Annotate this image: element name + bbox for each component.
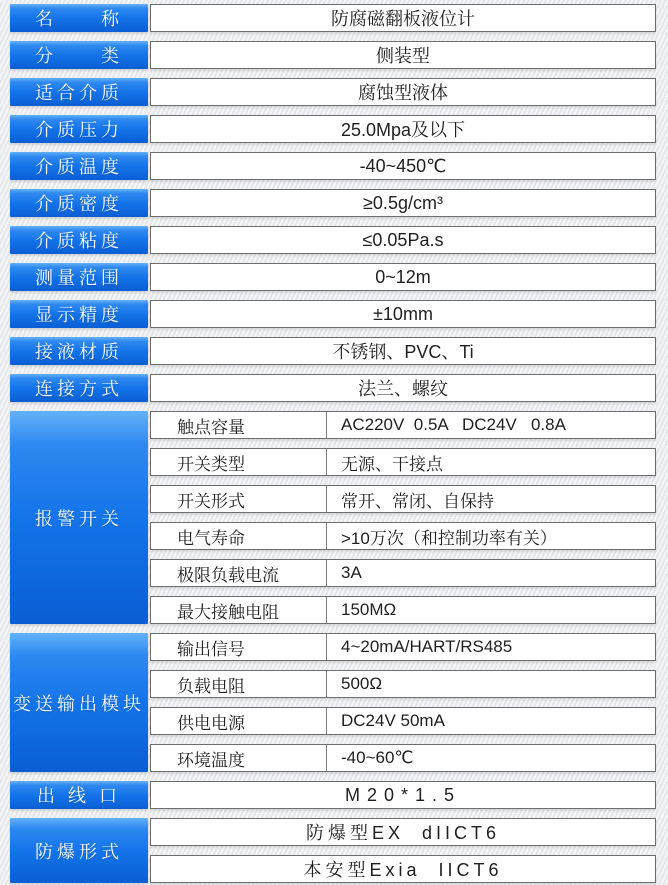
row-category	[10, 41, 656, 69]
sub-value-limit-load-current: 3A	[341, 563, 362, 582]
sub-row-limit-load-current	[150, 559, 656, 587]
sub-row-explosion-proof-ex	[150, 818, 656, 846]
row-name	[10, 4, 656, 32]
row-medium-density	[10, 189, 656, 217]
sub-value-ambient-temperature: -40~60℃	[341, 748, 414, 767]
row-label-medium-viscosity: 介质粘度	[10, 226, 148, 254]
group-rows-alarm-switch	[150, 411, 656, 624]
row-label-connection-type: 连接方式	[10, 374, 148, 402]
row-label-suitable-medium: 适合介质	[10, 78, 148, 106]
row-label-alarm-switch: 报警开关	[10, 411, 148, 624]
sub-label-switch-type: 开关类型	[151, 449, 327, 475]
row-value-name: 防腐磁翻板液位计	[150, 4, 656, 32]
row-value-suitable-medium: 腐蚀型液体	[150, 78, 656, 106]
sub-value-electrical-life: >10万次（和控制功率有关）	[341, 528, 557, 548]
row-value-connection-type: 法兰、螺纹	[150, 374, 656, 402]
sub-label-contact-capacity: 触点容量	[151, 412, 327, 438]
row-label-medium-temperature: 介质温度	[10, 152, 148, 180]
sub-label-output-signal: 输出信号	[151, 634, 327, 660]
row-medium-temperature	[10, 152, 656, 180]
sub-label-ambient-temperature: 环境温度	[151, 745, 327, 771]
row-label-explosion-proof: 防爆形式	[10, 818, 148, 883]
sub-row-electrical-life	[150, 522, 656, 550]
row-value-wetted-material: 不锈钢、PVC、Ti	[150, 337, 656, 365]
row-value-category: 侧装型	[150, 41, 656, 69]
row-value-cable-entry: M20*1.5	[150, 781, 656, 809]
row-value-medium-viscosity: ≤0.05Pa.s	[150, 226, 656, 254]
group-rows-explosion-proof	[150, 818, 656, 883]
sub-value-output-signal: 4~20mA/HART/RS485	[341, 637, 513, 656]
row-label-display-accuracy: 显示精度	[10, 300, 148, 328]
sub-row-power-supply	[150, 707, 656, 735]
sub-label-load-resistance: 负载电阻	[151, 671, 327, 697]
row-alarm-switch	[10, 411, 656, 624]
row-connection-type	[10, 374, 656, 402]
row-value-medium-density: ≥0.5g/cm³	[150, 189, 656, 217]
sub-value-explosion-proof-ex: 防爆型EX dIICT6	[305, 823, 501, 843]
row-suitable-medium	[10, 78, 656, 106]
sub-row-output-signal	[150, 633, 656, 661]
row-wetted-material	[10, 337, 656, 365]
row-label-transmitter-module: 变送输出模块	[10, 633, 148, 772]
row-value-display-accuracy: ±10mm	[150, 300, 656, 328]
row-label-medium-density: 介质密度	[10, 189, 148, 217]
sub-value-switch-type: 无源、干接点	[341, 454, 443, 474]
row-medium-pressure	[10, 115, 656, 143]
row-value-medium-pressure: 25.0Mpa及以下	[150, 115, 656, 143]
sub-row-contact-capacity	[150, 411, 656, 439]
sub-row-intrinsic-safe	[150, 855, 656, 883]
row-label-wetted-material: 接液材质	[10, 337, 148, 365]
sub-row-ambient-temperature	[150, 744, 656, 772]
sub-label-limit-load-current: 极限负载电流	[151, 560, 327, 586]
sub-value-max-contact-resistance: 150MΩ	[341, 600, 397, 619]
row-measuring-range	[10, 263, 656, 291]
row-label-category: 分 类	[10, 41, 148, 69]
sub-row-max-contact-resistance	[150, 596, 656, 624]
sub-value-intrinsic-safe: 本安型Exia IICT6	[303, 860, 503, 880]
row-transmitter-module	[10, 633, 656, 772]
row-display-accuracy	[10, 300, 656, 328]
sub-row-load-resistance	[150, 670, 656, 698]
sub-row-switch-form	[150, 485, 656, 513]
sub-label-power-supply: 供电电源	[151, 708, 327, 734]
row-label-name: 名 称	[10, 4, 148, 32]
sub-value-contact-capacity: AC220V 0.5A DC24V 0.8A	[341, 415, 566, 434]
row-label-measuring-range: 测量范围	[10, 263, 148, 291]
sub-label-max-contact-resistance: 最大接触电阻	[151, 597, 327, 623]
sub-value-switch-form: 常开、常闭、自保持	[341, 491, 494, 511]
sub-row-switch-type	[150, 448, 656, 476]
row-label-medium-pressure: 介质压力	[10, 115, 148, 143]
sub-label-switch-form: 开关形式	[151, 486, 327, 512]
row-value-measuring-range: 0~12m	[150, 263, 656, 291]
group-rows-transmitter-module	[150, 633, 656, 772]
sub-value-load-resistance: 500Ω	[341, 674, 383, 693]
row-value-medium-temperature: -40~450℃	[150, 152, 656, 180]
row-explosion-proof	[10, 818, 656, 883]
row-cable-entry	[10, 781, 656, 809]
sub-label-electrical-life: 电气寿命	[151, 523, 327, 549]
row-label-cable-entry: 出 线 口	[10, 781, 148, 809]
row-medium-viscosity	[10, 226, 656, 254]
sub-value-power-supply: DC24V 50mA	[341, 711, 445, 730]
